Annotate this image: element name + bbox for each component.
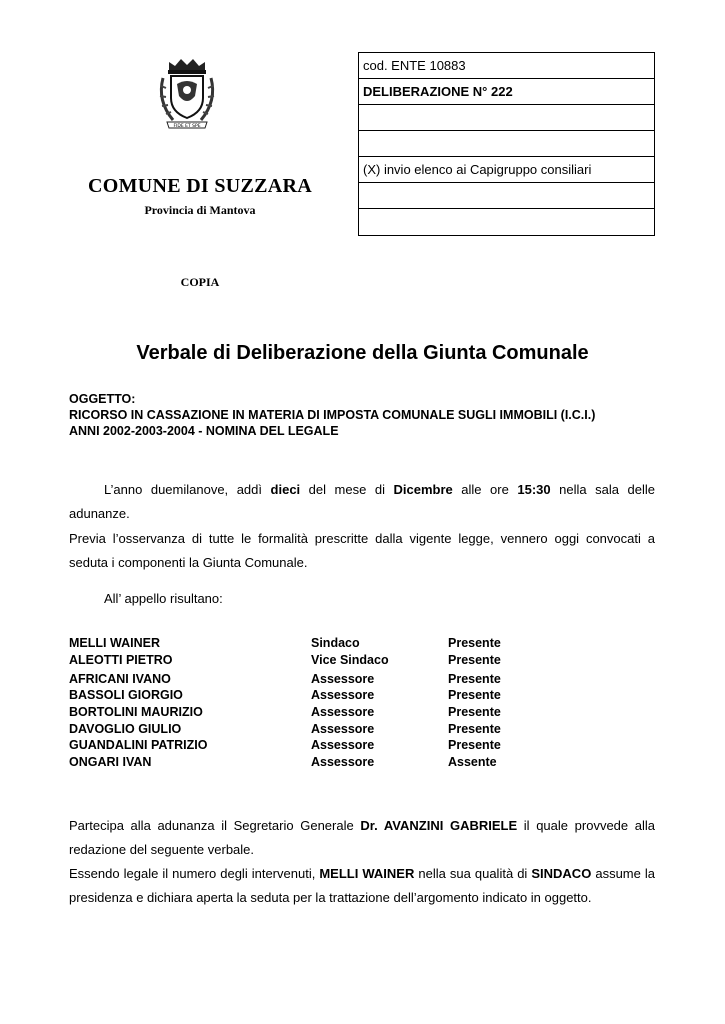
deliberazione-number-row: DELIBERAZIONE N° 222	[359, 79, 654, 105]
closing-text: assume la presidenza e dichiara aperta la seduta per la trattazione dell’argomento indicato in oggetto.	[69, 866, 655, 905]
member-role: Assessore	[311, 671, 375, 686]
info-box	[358, 52, 655, 236]
sindaco-name: MELLI WAINER	[319, 866, 415, 881]
intro-text: alle ore	[452, 482, 518, 497]
member-role: Assessore	[311, 755, 375, 770]
document-title: Verbale di Deliberazione della Giunta Comunale	[136, 342, 589, 364]
member-role: Vice Sindaco	[311, 652, 389, 667]
provincia: Provincia di Mantova	[144, 203, 256, 217]
comune-name: COMUNE DI SUZZARA	[87, 175, 312, 197]
member-row	[69, 722, 629, 739]
empty-row	[359, 105, 654, 131]
oggetto-label: OGGETTO:	[69, 392, 136, 406]
member-name: ALEOTTI PIETRO	[69, 652, 173, 667]
cod-ente-row: cod. ENTE 10883	[359, 53, 654, 79]
member-name: DAVOGLIO GIULIO	[69, 721, 182, 736]
oggetto-section	[69, 391, 669, 439]
member-name: GUANDALINI PATRIZIO	[69, 738, 208, 753]
member-status: Presente	[448, 652, 501, 667]
closing-text: Essendo legale il numero degli intervenuti,	[69, 866, 320, 881]
empty-row	[359, 131, 654, 157]
member-status: Presente	[448, 738, 501, 753]
closing-text: il quale provvede alla redazione del seguente verbale.	[69, 818, 656, 857]
time-value: 15:30	[517, 482, 551, 497]
member-role: Assessore	[311, 688, 375, 703]
oggetto-line-2: ANNI 2002-2003-2004 - NOMINA DEL LEGALE	[69, 424, 339, 438]
sindaco-title: SINDACO	[531, 866, 592, 881]
intro-text: nella sala delle adunanze.	[69, 482, 655, 521]
member-row	[69, 636, 629, 653]
intro-text: L’anno duemilanove, addì	[104, 482, 271, 497]
intro-paragraph-3: All’ appello risultano:	[104, 591, 223, 606]
member-row	[69, 653, 629, 670]
intro-paragraph-1	[69, 478, 655, 526]
members-list	[69, 636, 629, 772]
member-role: Assessore	[311, 721, 375, 736]
member-row	[69, 738, 629, 755]
segretario-name: Dr. AVANZINI GABRIELE	[360, 818, 518, 833]
capigruppo-row: (X) invio elenco ai Capigruppo consiliari	[359, 157, 654, 183]
member-name: MELLI WAINER	[69, 636, 160, 650]
member-name: ONGARI IVAN	[69, 755, 152, 770]
municipal-crest-icon	[155, 56, 219, 132]
intro-text: del mese di	[300, 482, 394, 497]
member-row	[69, 705, 629, 722]
member-status: Presente	[448, 721, 501, 736]
member-status: Assente	[448, 755, 497, 770]
member-row	[69, 688, 629, 705]
member-status: Presente	[448, 636, 501, 650]
closing-text: Partecipa alla adunanza il Segretario Generale	[69, 818, 361, 833]
member-name: AFRICANI IVANO	[69, 671, 171, 686]
member-role: Assessore	[311, 738, 375, 753]
member-row	[69, 670, 629, 689]
intro-paragraph-2: Previa l’osservanza di tutte le formalità prescritte dalla vigente legge, vennero oggi convocati a seduta i componenti la Giunta Comunale.	[69, 531, 655, 570]
member-row	[69, 755, 629, 772]
closing-paragraph-2	[69, 862, 655, 910]
oggetto-line-1: RICORSO IN CASSAZIONE IN MATERIA DI IMPOSTA COMUNALE SUGLI IMMOBILI (I.C.I.)	[69, 408, 596, 422]
member-role: Sindaco	[311, 636, 360, 650]
member-role: Assessore	[311, 704, 375, 719]
day-value: dieci	[270, 482, 301, 497]
empty-row	[359, 183, 654, 209]
member-status: Presente	[448, 688, 501, 703]
member-name: BASSOLI GIORGIO	[69, 688, 183, 703]
member-status: Presente	[448, 671, 501, 686]
member-status: Presente	[448, 704, 501, 719]
crest-motto: FIDE ET SPE	[173, 124, 201, 129]
month-value: Dicembre	[393, 482, 453, 497]
closing-text: nella sua qualità di	[414, 866, 532, 881]
copia-label: COPIA	[180, 275, 220, 289]
empty-row	[359, 209, 654, 235]
closing-paragraph-1	[69, 814, 655, 862]
member-name: BORTOLINI MAURIZIO	[69, 704, 203, 719]
